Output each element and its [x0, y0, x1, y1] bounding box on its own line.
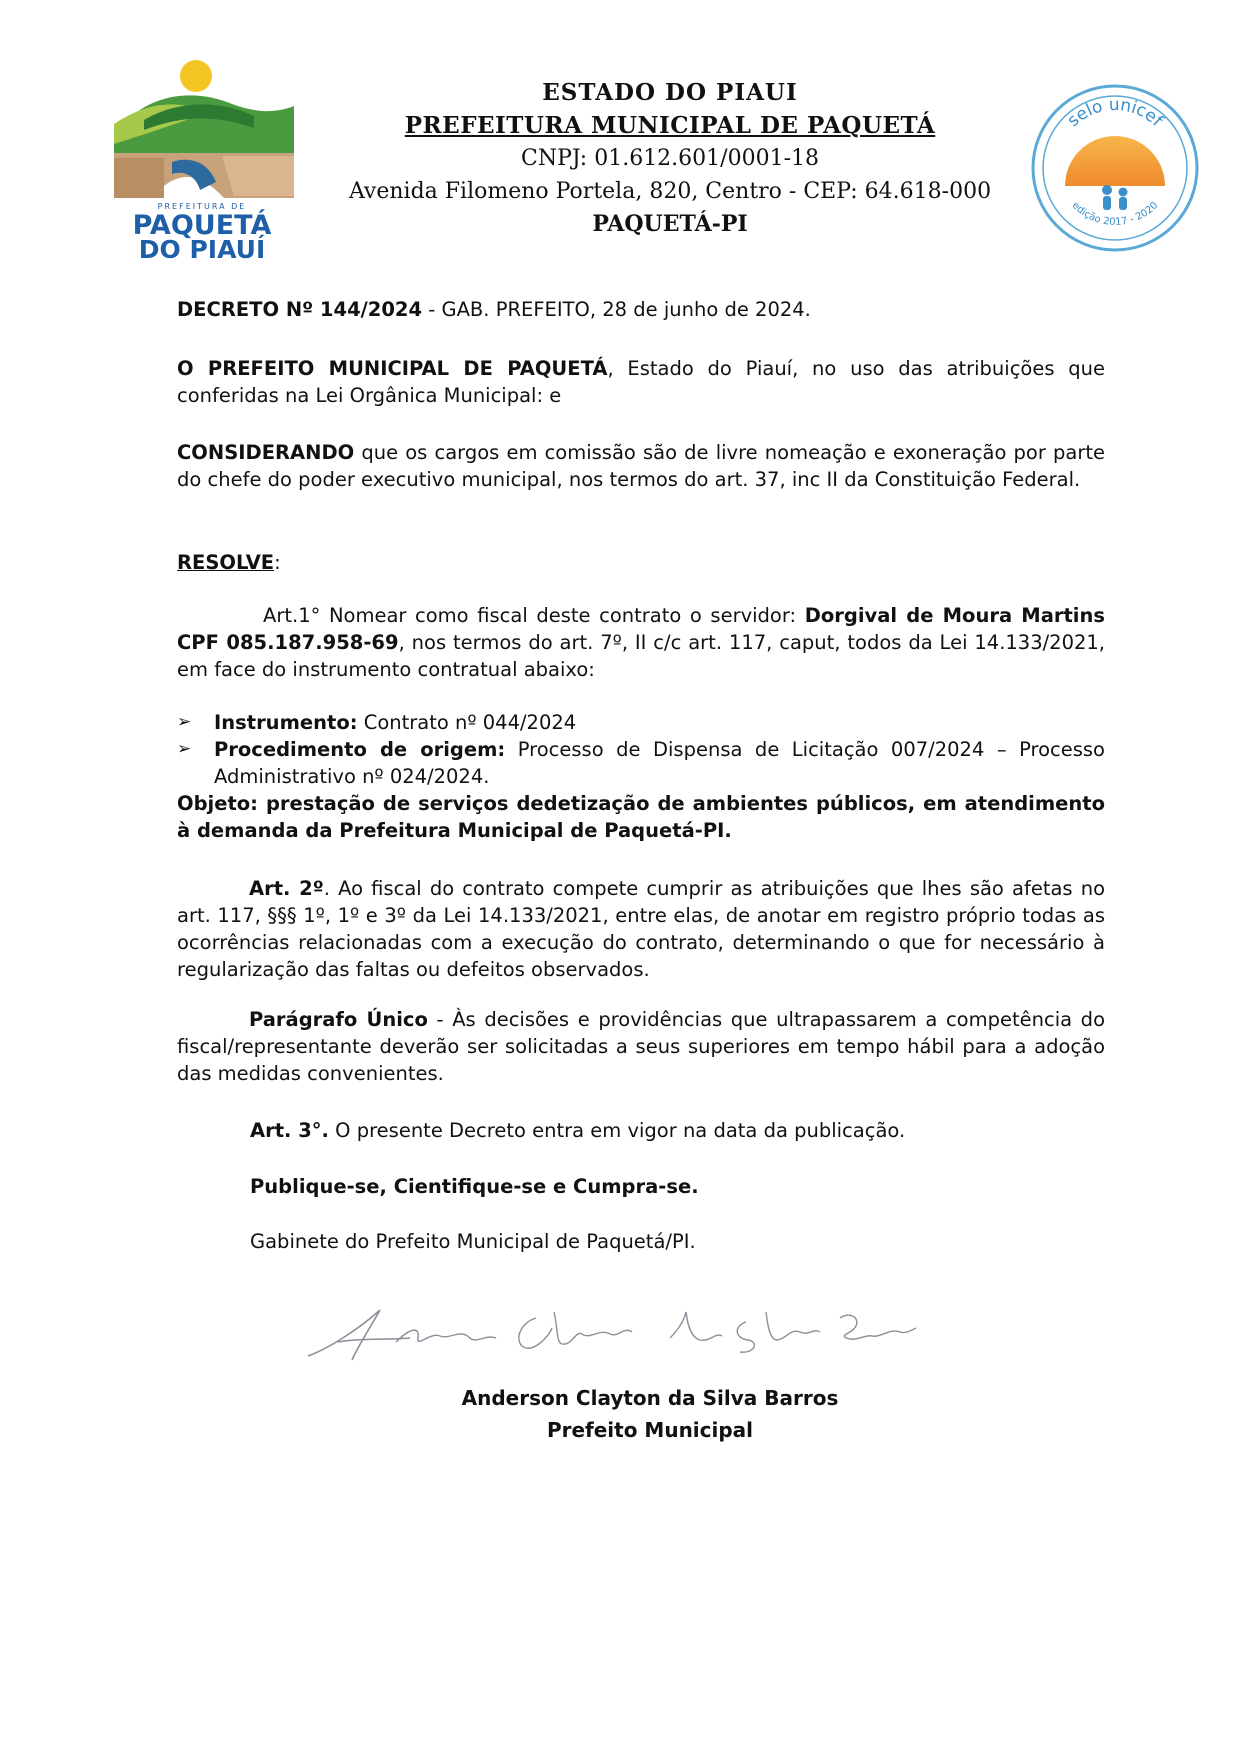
article-3-label: Art. 3°.	[250, 1119, 329, 1142]
article-1	[177, 602, 1105, 683]
svg-text:PAQUETÁ: PAQUETÁ	[132, 210, 272, 241]
resolve-heading: RESOLVE:	[177, 551, 281, 574]
considering-paragraph	[177, 439, 1105, 493]
list-item: ➢ Procedimento de origem: Processo de Dispensa de Licitação 007/2024 – Processo Administrativo nº 024/2024.	[177, 738, 1105, 788]
contract-details-list	[177, 709, 1105, 844]
address: Avenida Filomeno Portela, 820, Centro - CEP: 64.618-000	[348, 179, 992, 204]
cnpj: CNPJ: 01.612.601/0001-18	[520, 146, 819, 171]
decree-number: DECRETO Nº 144/2024	[177, 298, 423, 321]
sun-shape	[180, 60, 212, 92]
handwritten-signature	[300, 1298, 920, 1370]
intro-paragraph	[177, 355, 1105, 409]
list-item: ➢ Instrumento: Contrato nº 044/2024	[177, 711, 577, 734]
decree-place-date: - GAB. PREFEITO, 28 de junho de 2024.	[422, 298, 811, 321]
state-name: ESTADO DO PIAUI	[542, 79, 798, 106]
cabinet-line: Gabinete do Prefeito Municipal de Paquetá/PI.	[250, 1230, 696, 1253]
svg-text:selo unicef: selo unicef	[1063, 94, 1167, 132]
sole-paragraph	[177, 1006, 1105, 1087]
sole-paragraph-text: - Às decisões e providências que ultrapassarem a competência do fiscal/representante deverão ser solicitadas a seus superiores em tempo hábil para a adoção das medidas convenientes.	[177, 1008, 1105, 1085]
sole-paragraph-label: Parágrafo Único	[249, 1008, 428, 1031]
svg-text:DO PIAUÍ: DO PIAUÍ	[138, 235, 266, 260]
contract-object: Objeto: prestação de serviços dedetização de ambientes públicos, em atendimento à demanda da Prefeitura Municipal de Paquetá-PI.	[177, 792, 1105, 842]
decree-heading	[177, 296, 1105, 323]
article-3-text: O presente Decreto entra em vigor na data da publicação.	[328, 1119, 906, 1142]
signer-name: Anderson Clayton da Silva Barros	[461, 1386, 839, 1410]
article-3	[250, 1117, 905, 1144]
city: PAQUETÁ-PI	[592, 211, 748, 237]
resolve-label: RESOLVE	[177, 551, 275, 574]
considering-bold: CONSIDERANDO	[177, 441, 355, 464]
svg-text:PREFEITURA DE: PREFEITURA DE	[157, 202, 247, 211]
article-1-lead: Art.1° Nomear como fiscal deste contrato o servidor:	[263, 604, 805, 627]
article-2-text: . Ao fiscal do contrato compete cumprir as atribuições que lhes são afetas no art. 117, §§§ 1º, 1º e 3º da Lei 14.133/2021, entre elas, de anotar em registro próprio todas as ocorrências relacionadas com a execução do contrato, determinando o que for necessário à regularização das faltas ou defeitos observados.	[177, 877, 1106, 981]
paqueta-logo	[104, 58, 300, 260]
article-1-text: , nos termos do art. 7º, II c/c art. 117, caput, todos da Lei 14.133/2021, em face do instrumento contratual abaixo:	[177, 631, 1106, 681]
prefecture-name: PREFEITURA MUNICIPAL DE PAQUETÁ	[404, 112, 936, 139]
intro-text: , Estado do Piauí, no uso das atribuições que conferidas na Lei Orgânica Municipal: e	[177, 357, 1105, 407]
svg-text:edição 2017 - 2020: edição 2017 - 2020	[1069, 200, 1161, 228]
article-2-label: Art. 2º	[249, 877, 324, 900]
arrow-bullet-icon: ➢	[177, 739, 192, 759]
letterhead	[320, 76, 1020, 241]
unicef-seal-logo	[1029, 82, 1201, 254]
arrow-bullet-icon: ➢	[177, 712, 192, 732]
considering-text: que os cargos em comissão são de livre nomeação e exoneração por parte do chefe do poder executivo municipal, nos termos do art. 37, inc II da Constituição Federal.	[177, 441, 1105, 491]
publish-statement: Publique-se, Cientifique-se e Cumpra-se.	[250, 1175, 699, 1198]
appointee-name: Dorgival de Moura Martins CPF 085.187.958-69	[177, 604, 1105, 654]
signer-block	[400, 1382, 900, 1446]
intro-bold: O PREFEITO MUNICIPAL DE PAQUETÁ	[177, 357, 608, 380]
signer-role: Prefeito Municipal	[546, 1418, 754, 1442]
article-2	[177, 875, 1105, 983]
